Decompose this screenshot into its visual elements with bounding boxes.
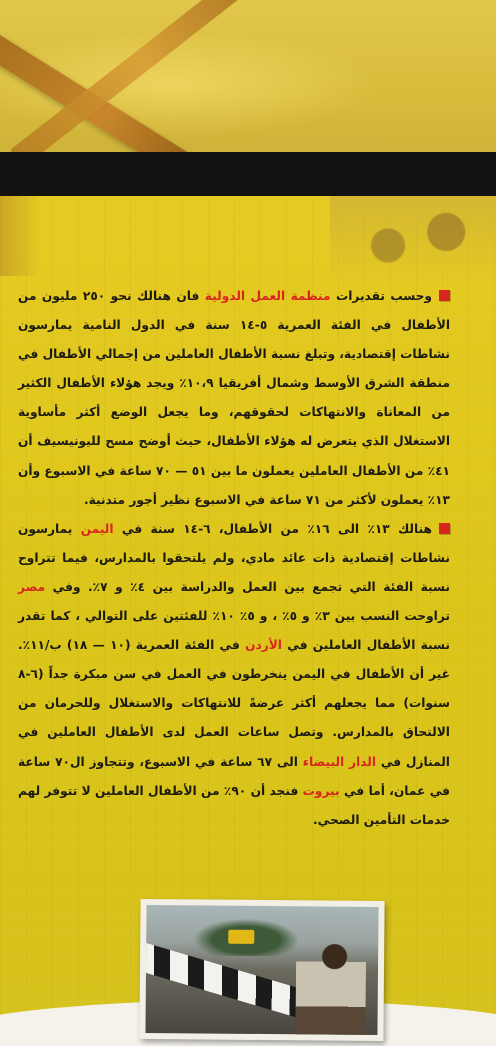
text-run: فنجد أن ٩٠٪ من الأطفال العاملين لا تتوفر لهم خدمات التأمين الصحي. [18,783,450,827]
text-run: تراوحت النسب بين ٣٪ و ٥٪ ، و ٥٪ ١٠٪ للفئتين على التوالي ، كما تقدر نسبة الأطفال العاملين في [18,609,450,653]
text-run: الى ٦٧ ساعة في الاسبوع، وتتجاوز ال٧٠ ساعة في عمان، أما في [18,754,451,798]
child-worker-photo [139,899,384,1041]
bus-image [228,930,254,944]
highlight-casablanca: الدار البيضاء [302,754,377,769]
red-square-bullet-icon [439,290,450,301]
text-run: هنالك ١٣٪ الى ١٦٪ من الأطفال، ٦-١٤ سنة في [113,521,432,536]
text-run: وحسب تقديرات [330,289,433,303]
text-run: في الفئة العمرية (١٠ — ١٨) ب/١١٪. غير أن الأطفال في اليمن ينخرطون في العمل في سن مبكرة جداً (٦-٨ سنوات) مما يجعلهم أكثر عرضةً للانتهاكات والاستغلال وللحرمان من الالتحاق بالمدارس. وتصل ساعات العمل لدى الأطفال العاملين في المنازل في [18,638,450,769]
paragraph-2 [18,515,450,835]
highlight-beirut: بيروت [302,783,340,798]
faded-image-edge [0,196,40,276]
text-run: فان هنالك نحو ٢٥٠ مليون من الأطفال في الفئة العمرية ٥-١٤ سنة في الدول النامية يمارسون نشاطات إقتصادية، وتبلغ نسبة الأطفال العاملين من إجمالي الأطفال في منطقة الشرق الأوسط وشمال أفريقيا ١٠،٩٪ ويجد هؤلاء الأطفال الكثير من المعاناة والانتهاكات لحقوقهم، وما يجعل الوضع أكثر مأساوية الاستغلال الذي يتعرض له هؤلاء الأطفال، حيث أوضح مسح لليونيسيف أن ٤١٪ من الأطفال العاملين يعملون ما بين ٥١ — ٧٠ ساعة في الاسبوع وأن ١٣٪ يعملون لأكثر من ٧١ ساعة في الاسبوع نظير أجور متدنية. [18,289,451,507]
highlight-yemen: اليمن [80,521,114,536]
red-square-bullet-icon [439,523,450,534]
text-run: يمارسون نشاطات إقتصادية ذات عائد مادي، ولم يلتحقوا بالمدارس، فيما تتراوح نسبة الفئة التي تجمع بين العمل والدراسة بين ٤٪ و ٧٪. وفي [18,521,450,594]
black-band [0,152,496,196]
highlight-egypt: مصر [18,579,46,594]
photo-content [145,905,378,1035]
highlight-ilo: منظمة العمل الدولية [204,289,331,303]
child-painting-image [295,936,366,1035]
header-photo [0,0,496,152]
children-faded-image [330,196,496,286]
highlight-jordan: الأردن [245,638,282,653]
paragraph-1 [18,282,450,515]
article-body [18,282,450,835]
